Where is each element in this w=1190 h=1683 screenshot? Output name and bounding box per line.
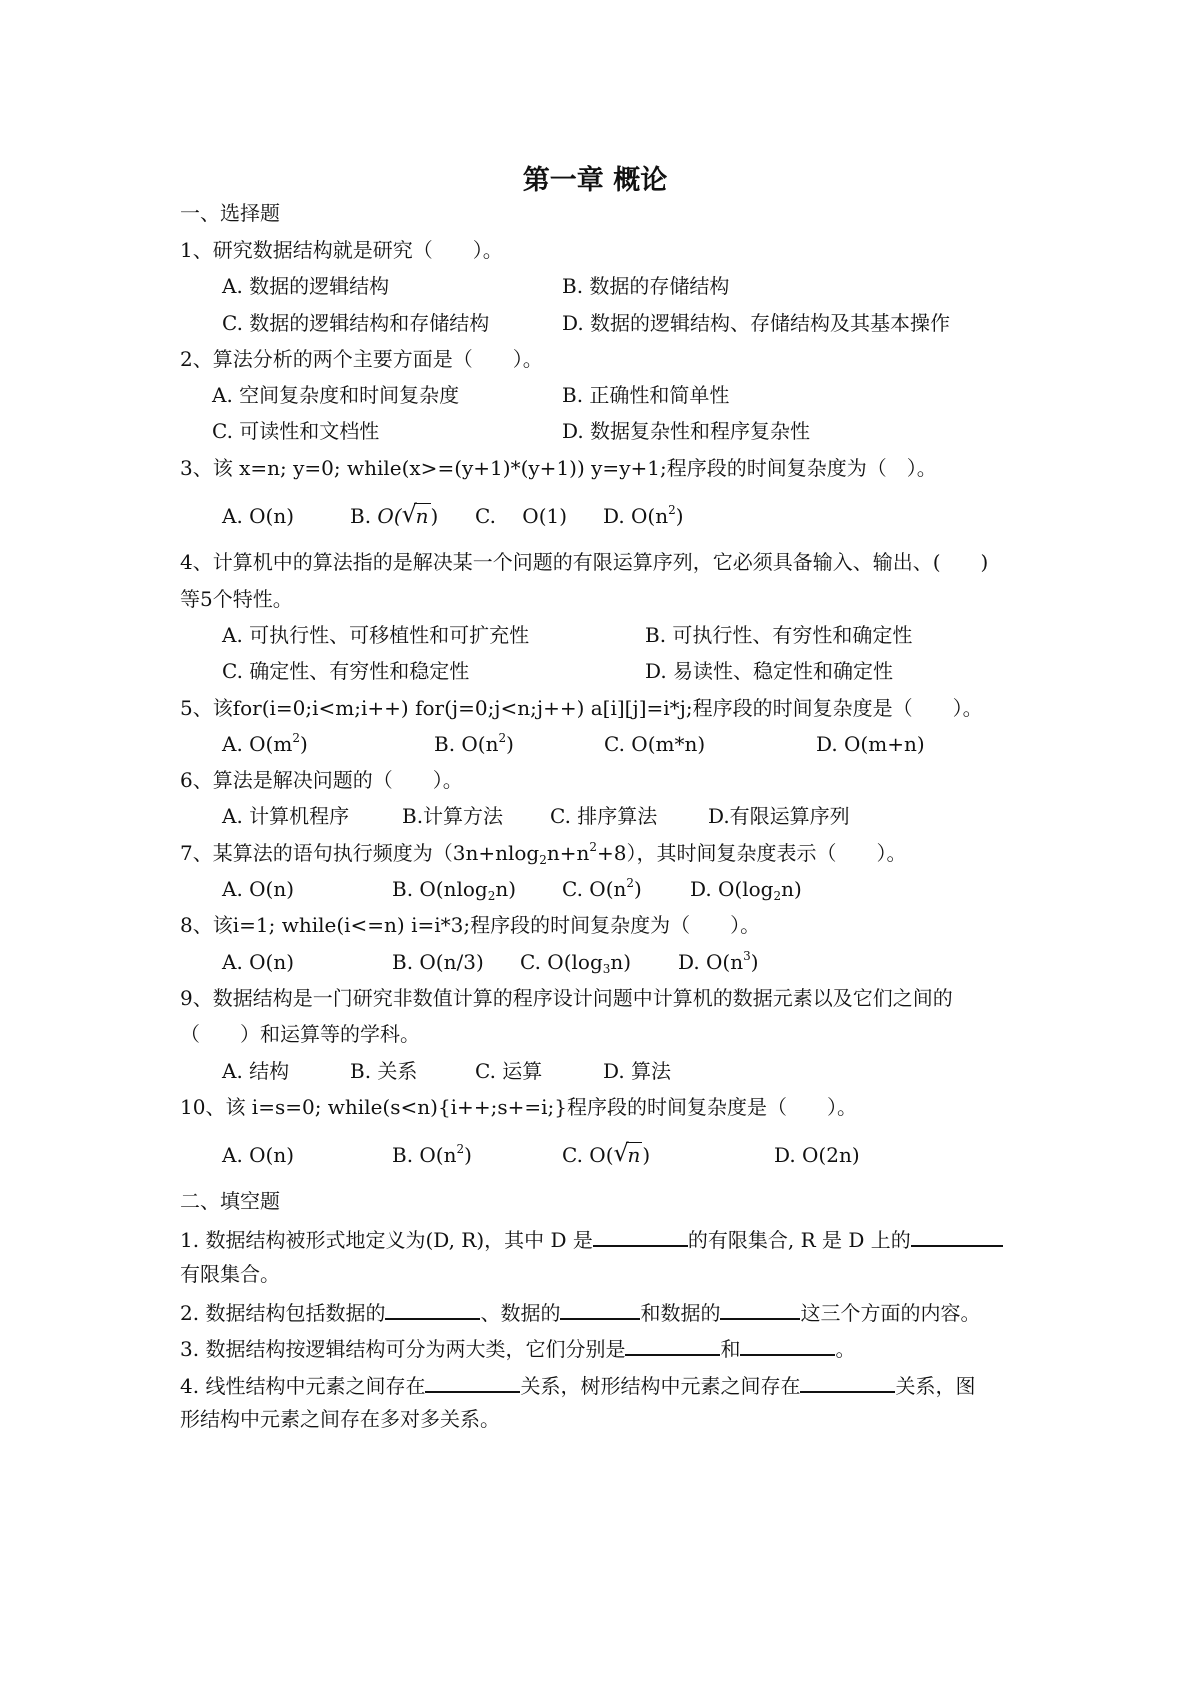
option-d-text: D. O(n (678, 950, 744, 974)
question-3-stem: 3、该 x=n; y=0; while(x>=(y+1)*(y+1)) y=y+1;程序段的时间复杂度为（ ）。 (180, 456, 937, 480)
question-3-option-d (603, 503, 684, 528)
section-fill-in-heading: 二、填空题 (180, 1189, 280, 1213)
question-4-option-d: D. 易读性、稳定性和确定性 (645, 659, 894, 683)
option-a-close: ) (299, 732, 308, 756)
question-9-option-b: B. 关系 (350, 1059, 418, 1083)
question-1-option-a: A. 数据的逻辑结构 (222, 274, 390, 298)
fill-4-line2: 形结构中元素之间存在多对多关系。 (180, 1407, 500, 1431)
question-8-option-c (520, 950, 632, 976)
fill-3-text: 和 (720, 1337, 741, 1361)
question-5-stem: 5、该for(i=0;i<m;i++) for(j=0;j<n;j++) a[i][j]=i*j;程序段的时间复杂度是（ ）。 (180, 696, 983, 720)
question-5-option-d: D. O(m+n) (816, 732, 925, 756)
question-8-option-a: A. O(n) (222, 950, 295, 974)
option-c-close: ) (642, 1143, 651, 1167)
option-b-close: n) (495, 877, 517, 901)
question-6-option-b: B.计算方法 (402, 804, 504, 828)
exponent: 2 (456, 1142, 465, 1156)
option-a-text: A. O(m (222, 732, 293, 756)
fill-4-text: 关系，图 (895, 1374, 976, 1398)
question-6-option-a: A. 计算机程序 (222, 804, 350, 828)
question-10-option-b (392, 1142, 472, 1167)
fill-4-text: 4. 线性结构中元素之间存在 (180, 1374, 426, 1398)
question-10-option-c (562, 1139, 651, 1167)
question-1-option-d: D. 数据的逻辑结构、存储结构及其基本操作 (562, 311, 951, 335)
fill-1-line2: 有限集合。 (180, 1262, 280, 1286)
fill-1-text: 的有限集合, R 是 D 上的 (687, 1228, 911, 1252)
question-5-option-a (222, 731, 308, 756)
exponent: 2 (668, 503, 676, 517)
option-b-label: B. (350, 504, 372, 528)
stem-part: n+n (546, 841, 590, 865)
question-7-stem (180, 840, 907, 867)
log-base: 2 (773, 889, 782, 903)
exponent: 2 (626, 876, 635, 890)
option-d-close: ) (750, 950, 759, 974)
option-d-close: ) (675, 504, 684, 528)
exponent: 3 (743, 949, 751, 963)
question-5-option-b (434, 731, 514, 756)
big-o: O( (377, 504, 402, 528)
question-4-option-b: B. 可执行性、有穷性和确定性 (645, 623, 913, 647)
question-10-option-a: A. O(n) (222, 1143, 295, 1167)
log-base: 3 (602, 962, 611, 976)
sqrt-radicand: n (627, 1143, 641, 1167)
question-2-option-b: B. 正确性和简单性 (562, 383, 730, 407)
fill-3-text: 3. 数据结构按逻辑结构可分为两大类，它们分别是 (180, 1337, 626, 1361)
option-c-text: C. O(n (562, 877, 627, 901)
option-b-text: B. O(n (434, 732, 499, 756)
question-3-option-b (350, 500, 439, 528)
option-c-close: ) (634, 877, 642, 901)
fill-4-text: 关系，树形结构中元素之间存在 (520, 1374, 801, 1398)
question-4-option-a: A. 可执行性、可移植性和可扩充性 (222, 623, 530, 647)
question-6-option-c: C. 排序算法 (550, 804, 658, 828)
answer-blank[interactable] (720, 1300, 800, 1320)
fill-2-text: 、数据的 (480, 1301, 561, 1325)
question-9-option-c: C. 运算 (475, 1059, 543, 1083)
log-base: 2 (539, 853, 547, 867)
fill-1-line1 (180, 1227, 1003, 1250)
option-c-text: C. O(log (520, 950, 603, 974)
sqrt-radicand: n (415, 504, 429, 528)
question-6-option-d: D.有限运算序列 (708, 804, 850, 828)
question-8-stem: 8、该i=1; while(i<=n) i=i*3;程序段的时间复杂度为（ ）。 (180, 913, 761, 937)
square-root-icon: √ n (613, 1139, 641, 1167)
exponent: 2 (589, 840, 598, 854)
stem-part: +8），其时间复杂度表示（ ）。 (597, 841, 907, 865)
option-d-close: n) (781, 877, 802, 901)
chapter-title: 第一章 概论 (522, 165, 668, 196)
answer-blank[interactable] (560, 1300, 640, 1320)
exponent: 2 (498, 731, 507, 745)
question-3-option-c: C. O(1) (475, 504, 568, 528)
option-b-text: B. O(nlog (392, 877, 488, 901)
question-2-option-d: D. 数据复杂性和程序复杂性 (562, 419, 811, 443)
fill-2-text: 这三个方面的内容。 (800, 1301, 981, 1325)
option-b-text: B. O(n (392, 1143, 457, 1167)
close-paren: ) (430, 504, 439, 528)
option-b-close: ) (506, 732, 514, 756)
fill-3-text: 。 (835, 1337, 856, 1361)
option-c-text: C. O( (562, 1143, 614, 1167)
answer-blank[interactable] (593, 1227, 688, 1247)
answer-blank[interactable] (911, 1227, 1003, 1247)
question-4-option-c: C. 确定性、有穷性和稳定性 (222, 659, 470, 683)
question-7-option-d (690, 877, 802, 903)
question-9-option-a: A. 结构 (222, 1059, 290, 1083)
question-10-stem: 10、该 i=s=0; while(s<n){i++;s+=i;}程序段的时间复杂度是（ ）。 (180, 1095, 857, 1119)
option-d-text: D. O(log (690, 877, 774, 901)
stem-part: 7、某算法的语句执行频度为（3n+nlog (180, 841, 540, 865)
answer-blank[interactable] (425, 1373, 520, 1393)
fill-1-text: 1. 数据结构被形式地定义为(D, R)，其中 D 是 (180, 1228, 593, 1252)
question-8-option-d (678, 949, 759, 974)
question-1-stem: 1、研究数据结构就是研究（ ）。 (180, 238, 503, 262)
fill-2 (180, 1300, 980, 1323)
question-2-option-a: A. 空间复杂度和时间复杂度 (212, 383, 460, 407)
fill-4-line1 (180, 1373, 975, 1396)
log-base: 2 (487, 889, 496, 903)
option-c-close: n) (610, 950, 632, 974)
question-7-option-a: A. O(n) (222, 877, 295, 901)
square-root-icon: √ n (401, 500, 429, 528)
question-10-option-d: D. O(2n) (774, 1143, 860, 1167)
exponent: 2 (292, 731, 300, 745)
answer-blank[interactable] (385, 1300, 480, 1320)
answer-blank[interactable] (800, 1373, 895, 1393)
question-7-option-b (392, 877, 517, 903)
question-8-option-b: B. O(n/3) (392, 950, 484, 974)
answer-blank[interactable] (625, 1336, 720, 1356)
question-9-option-d: D. 算法 (603, 1059, 672, 1083)
question-4-stem-line1: 4、计算机中的算法指的是解决某一个问题的有限运算序列，它必须具备输入、输出、( ) (180, 550, 989, 574)
question-2-stem: 2、算法分析的两个主要方面是（ ）。 (180, 347, 543, 371)
question-6-stem: 6、算法是解决问题的（ ）。 (180, 768, 463, 792)
fill-2-text: 2. 数据结构包括数据的 (180, 1301, 386, 1325)
option-b-close: ) (464, 1143, 472, 1167)
question-9-stem-line1: 9、数据结构是一门研究非数值计算的程序设计问题中计算机的数据元素以及它们之间的 (180, 986, 953, 1010)
question-3-option-a: A. O(n) (222, 504, 295, 528)
fill-2-text: 和数据的 (640, 1301, 721, 1325)
question-9-stem-line2: （ ）和运算等的学科。 (180, 1022, 420, 1046)
question-1-option-b: B. 数据的存储结构 (562, 274, 730, 298)
section-multiple-choice-heading: 一、选择题 (180, 201, 280, 225)
question-2-option-c: C. 可读性和文档性 (212, 419, 380, 443)
question-4-stem-line2: 等5个特性。 (180, 587, 293, 611)
fill-3 (180, 1336, 855, 1359)
question-5-option-c: C. O(m*n) (604, 732, 706, 756)
question-1-option-c: C. 数据的逻辑结构和存储结构 (222, 311, 490, 335)
option-d-text: D. O(n (603, 504, 669, 528)
question-7-option-c (562, 876, 642, 901)
answer-blank[interactable] (740, 1336, 835, 1356)
